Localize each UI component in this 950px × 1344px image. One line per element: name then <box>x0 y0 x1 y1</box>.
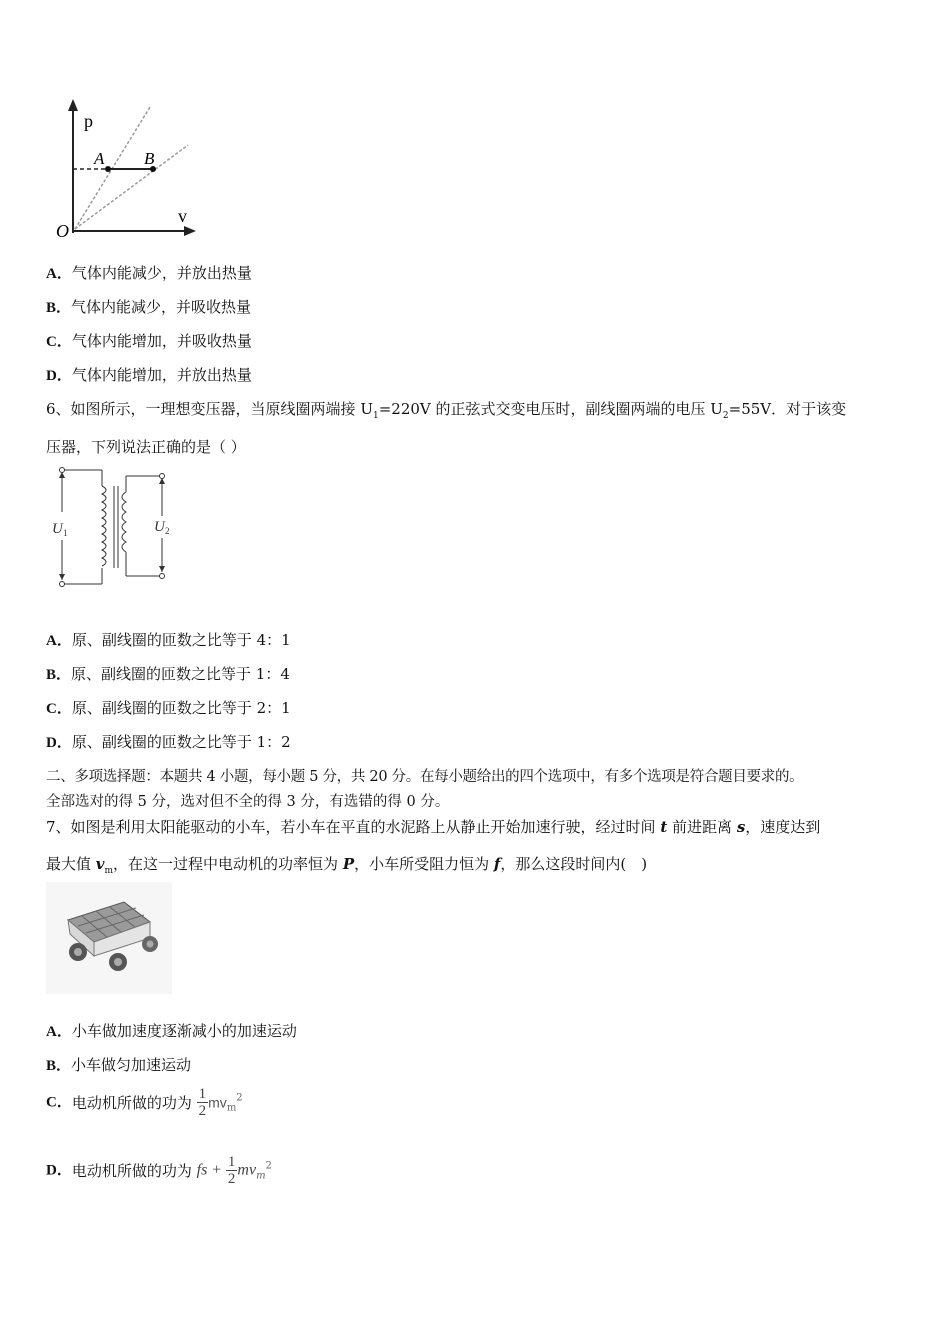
point-b-label: B <box>144 149 155 168</box>
pv-diagram <box>50 95 210 245</box>
point-a <box>105 166 111 172</box>
q6-option-a: A．原、副线圈的匝数之比等于 4：1 <box>46 631 291 649</box>
u2-label: U <box>154 519 165 535</box>
solar-car-icon <box>46 882 172 994</box>
v-axis-arrow-icon <box>184 226 196 236</box>
u1-label: U <box>52 521 63 537</box>
q6-stem-line1: 6、如图所示，一理想变压器，当原线圈两端接 $U_1=220V$ 的正弦式交变电压时，副线圈两端的电压 $U_2=55V$．对于该变 <box>46 400 847 421</box>
q6-option-b: B．原、副线圈的匝数之比等于 1：4 <box>46 665 290 683</box>
d-fraction: $\frac{1}{2}$ <box>227 1154 236 1187</box>
section2-line2: 全部选对的得 5 分，选对但不全的得 3 分，有选错的得 0 分。 <box>46 794 450 810</box>
q5-option-a: A．气体内能减少，并放出热量 <box>46 264 252 282</box>
u1-sub: 1 <box>63 528 68 538</box>
q6-stem-line2: 压器，下列说法正确的是（ ） <box>46 438 246 456</box>
point-a-label: A <box>94 149 105 168</box>
transformer-diagram <box>50 464 180 590</box>
origin-label: O <box>56 221 69 241</box>
section2-line1: 二、多项选择题：本题共 4 小题，每小题 5 分，共 20 分。在每小题给出的四个选项中，有多个选项是符合题目要求的。 <box>46 769 804 785</box>
q7-stem-line2: 最大值 $v_m$，在这一过程中电动机的功率恒为 P，小车所受阻力恒为 f，那么这段时间内( ) <box>46 855 648 876</box>
q7-option-b: B．小车做匀加速运动 <box>46 1056 192 1074</box>
q5-option-b: B．气体内能减少，并吸收热量 <box>46 298 252 316</box>
q6-option-d: D．原、副线圈的匝数之比等于 1：2 <box>46 733 291 751</box>
u2-sub: 2 <box>165 526 170 536</box>
v-axis-label: v <box>178 206 187 226</box>
q5-option-c: C．气体内能增加，并吸收热量 <box>46 332 252 350</box>
c-fraction: $\frac{1}{2}$ <box>198 1086 207 1119</box>
q7-option-d: D．电动机所做的功为 fs + $\frac{1}{2}$ $mv_m^2$ <box>46 1154 272 1187</box>
p-axis-arrow-icon <box>68 99 78 111</box>
q5-option-d: D．气体内能增加，并放出热量 <box>46 366 252 384</box>
q7-option-a: A．小车做加速度逐渐减小的加速运动 <box>46 1022 297 1040</box>
solar-car-image <box>46 882 172 994</box>
q7-stem-line1: 7、如图是利用太阳能驱动的小车，若小车在平直的水泥路上从静止开始加速行驶，经过时间 t 前进距离 s，速度达到 <box>46 818 821 836</box>
q7-option-c: C．电动机所做的功为 $\frac{1}{2}$ $mv_m^2$ <box>46 1086 243 1119</box>
q6-option-c: C．原、副线圈的匝数之比等于 2：1 <box>46 699 291 717</box>
p-axis-label: p <box>84 111 93 131</box>
